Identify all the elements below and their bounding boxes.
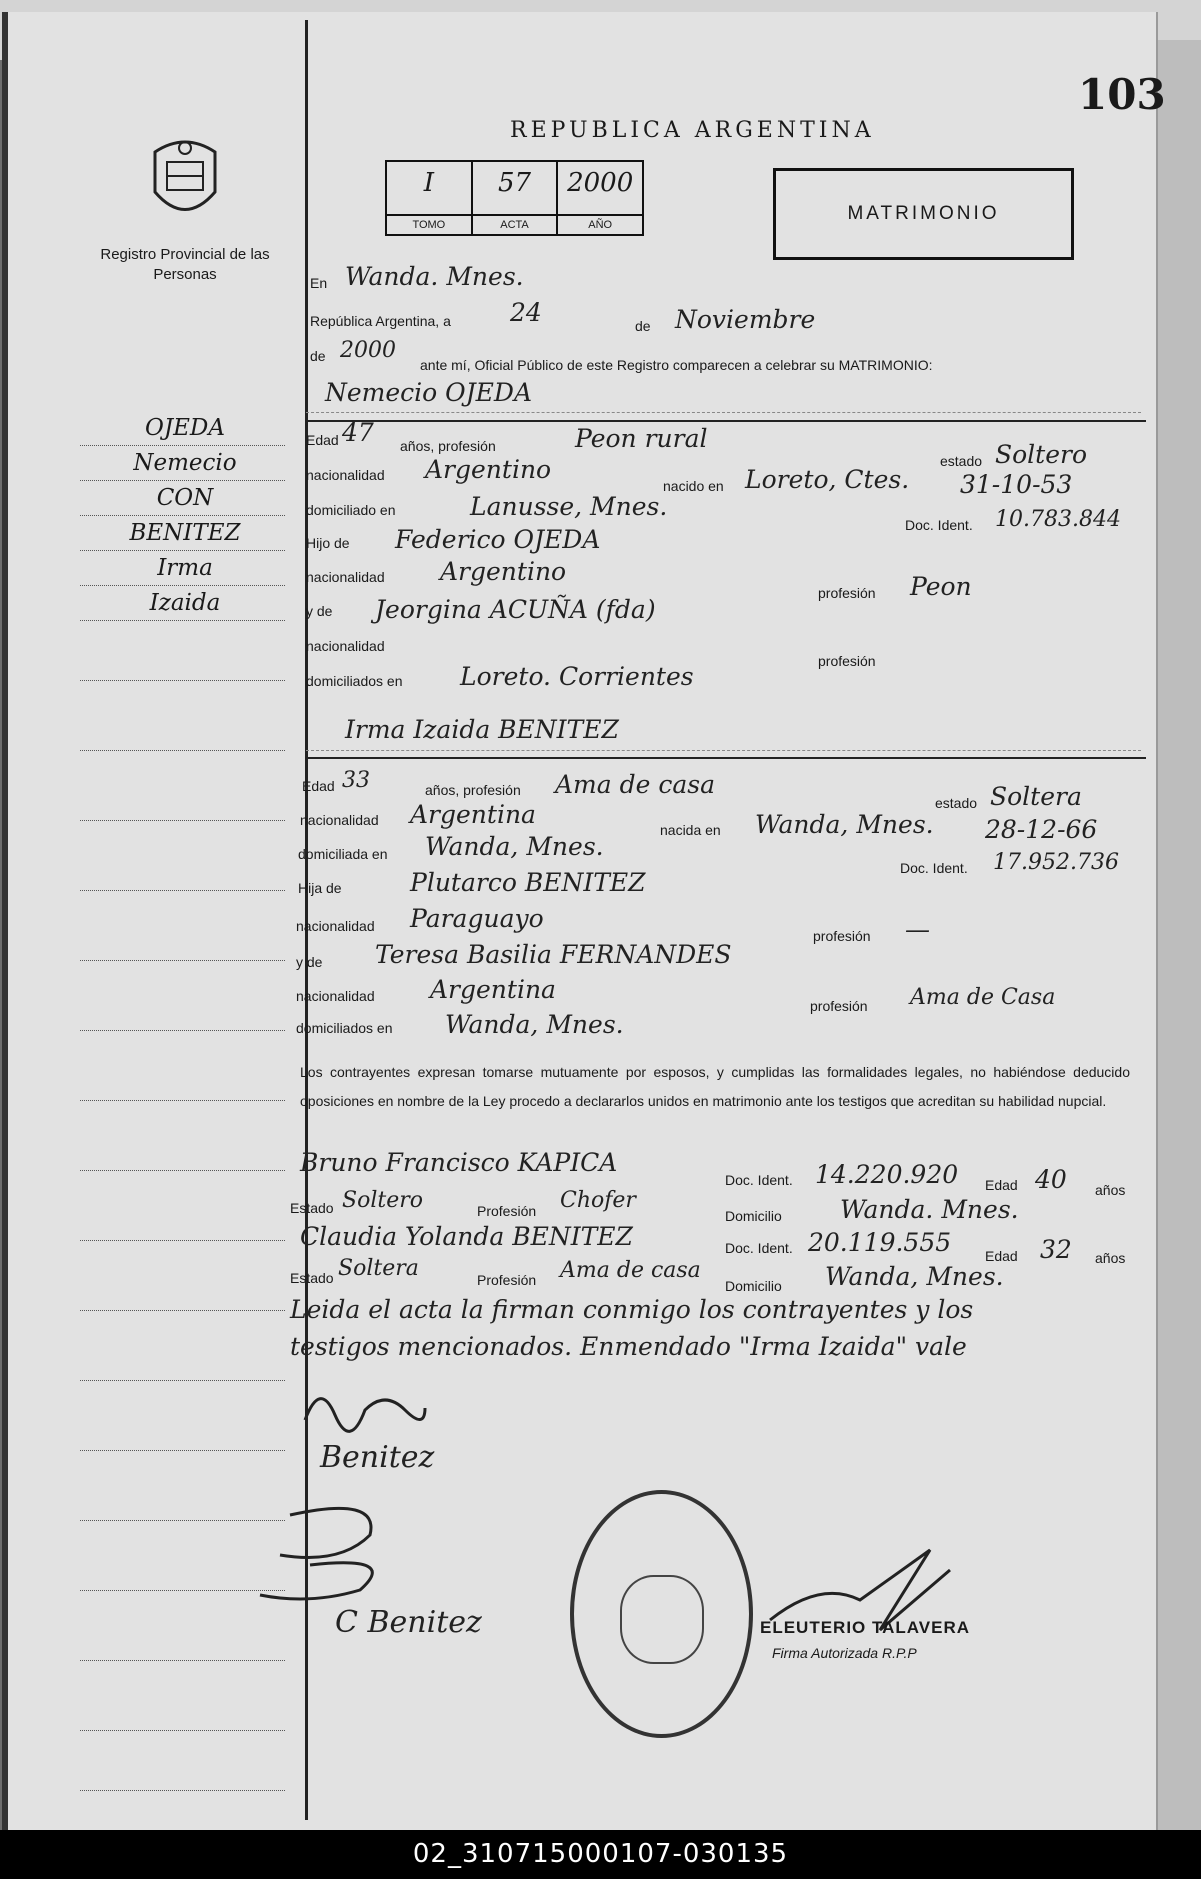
- bride-mother-prof: Ama de Casa: [910, 985, 1056, 1010]
- witness-2-estado: Soltera: [338, 1256, 419, 1281]
- margin-rule: [80, 550, 285, 552]
- groom-mother-prof-label: profesión: [818, 653, 876, 669]
- bride-father-nac-label: nacionalidad: [296, 918, 375, 934]
- bride-doc: 17.952.736: [993, 850, 1119, 875]
- bride-father: Plutarco BENITEZ: [410, 868, 646, 897]
- bride-estado-label: estado: [935, 795, 978, 811]
- groom-father: Federico OJEDA: [395, 525, 601, 554]
- bride-father-prof: —: [905, 915, 930, 944]
- witness-1-dom-label: Domicilio: [725, 1208, 782, 1224]
- tomo-value: I: [423, 168, 434, 198]
- groom-doc-label: Doc. Ident.: [905, 517, 973, 533]
- acta-cell: [473, 162, 559, 234]
- year-label: de: [310, 348, 326, 364]
- bride-profession: Ama de casa: [555, 770, 715, 799]
- form-line: [306, 412, 1141, 414]
- bride-age: 33: [342, 768, 370, 793]
- margin-rule: [80, 820, 285, 822]
- form-line: [306, 750, 1141, 752]
- bride-nationality: Argentina: [410, 800, 536, 829]
- bride-father-label: Hija de: [298, 880, 342, 896]
- groom-mother-nac-label: nacionalidad: [306, 638, 385, 654]
- bride-domicile: Wanda, Mnes.: [425, 832, 604, 861]
- groom-prof-label: años, profesión: [400, 438, 496, 454]
- groom-estado-label: estado: [940, 453, 983, 469]
- anio-label: AÑO: [558, 214, 642, 234]
- act-type: MATRIMONIO: [847, 203, 1000, 224]
- groom-profession: Peon rural: [575, 424, 708, 453]
- margin-rule: [80, 680, 285, 682]
- official-title: Firma Autorizada R.P.P: [772, 1645, 917, 1661]
- witness-2-doc: 20.119.555: [808, 1228, 952, 1257]
- bride-birthplace: Wanda, Mnes.: [755, 810, 934, 839]
- groom-mother: Jeorgina ACUÑA (fda): [375, 595, 656, 624]
- margin-rule: [80, 480, 285, 482]
- groom-father-prof: Peon: [910, 572, 972, 601]
- closing-note-1: Leida el acta la firman conmigo los contrayentes y los: [290, 1295, 974, 1324]
- margin-rule: [80, 960, 285, 962]
- bride-birthdate: 28-12-66: [985, 815, 1098, 844]
- groom-mother-label: y de: [306, 603, 333, 619]
- act-type-box: [773, 168, 1074, 260]
- binding-edge: [2, 12, 8, 1830]
- day-value: 24: [510, 298, 542, 327]
- groom-father-nac-label: nacionalidad: [306, 569, 385, 585]
- witness-2-doc-label: Doc. Ident.: [725, 1240, 793, 1256]
- year-value: 2000: [340, 338, 396, 363]
- witness-1-profession: Chofer: [560, 1188, 636, 1213]
- witness-1-prof-label: Profesión: [477, 1203, 537, 1219]
- witness-1-estado-label: Estado: [290, 1200, 334, 1216]
- bride-estado: Soltera: [990, 782, 1082, 811]
- groom-birthplace: Loreto, Ctes.: [745, 465, 910, 494]
- margin-rule: [80, 515, 285, 517]
- seal-emblem-icon: [620, 1575, 704, 1664]
- witness-1-age-label: Edad: [985, 1177, 1018, 1193]
- witness-2-name: Claudia Yolanda BENITEZ: [300, 1222, 633, 1251]
- margin-rule: [80, 445, 285, 447]
- bride-father-prof-label: profesión: [813, 928, 871, 944]
- witness-1-doc: 14.220.920: [815, 1160, 959, 1189]
- witness-2-age-label: Edad: [985, 1248, 1018, 1264]
- bride-doc-label: Doc. Ident.: [900, 860, 968, 876]
- witness-2-profession: Ama de casa: [560, 1258, 701, 1283]
- groom-born-label: nacido en: [663, 478, 724, 494]
- signature-scribble-icon: [295, 1380, 435, 1440]
- groom-age-label: Edad: [306, 432, 339, 448]
- groom-father-prof-label: profesión: [818, 585, 876, 601]
- section-divider: [306, 757, 1146, 759]
- margin-rule: [80, 890, 285, 892]
- margin-rule: [80, 620, 285, 622]
- margin-name-4: BENITEZ: [129, 520, 241, 546]
- acta-label: ACTA: [473, 214, 557, 234]
- bride-parents-dom-label: domiciliados en: [296, 1020, 393, 1036]
- bride-prof-label: años, profesión: [425, 782, 521, 798]
- next-page-edge: [1156, 40, 1201, 1830]
- place-value: Wanda. Mnes.: [345, 262, 524, 291]
- tomo-label: TOMO: [387, 214, 471, 234]
- bride-dom-label: domiciliada en: [298, 846, 388, 862]
- witness-2-age: 32: [1040, 1235, 1072, 1264]
- acta-value: 57: [497, 168, 532, 198]
- groom-father-nat: Argentino: [440, 557, 567, 586]
- anio-value: 2000: [567, 168, 634, 198]
- witness-1-estado: Soltero: [342, 1188, 423, 1213]
- bride-age-label: Edad: [302, 778, 335, 794]
- groom-estado: Soltero: [995, 440, 1088, 469]
- margin-name-3: CON: [156, 485, 214, 511]
- reference-box: [385, 160, 644, 236]
- signature-2: C Benitez: [335, 1605, 482, 1640]
- groom-doc: 10.783.844: [995, 507, 1121, 532]
- margin-rule: [80, 1310, 285, 1312]
- bride-mother: Teresa Basilia FERNANDES: [375, 940, 732, 969]
- province-shield-icon: [145, 132, 225, 227]
- groom-nac-label: nacionalidad: [306, 467, 385, 483]
- margin-rule: [80, 1170, 285, 1172]
- margin-rule: [80, 1030, 285, 1032]
- page-number: 103: [1078, 70, 1166, 119]
- tomo-cell: [387, 162, 473, 234]
- official-name: ELEUTERIO TALAVERA: [760, 1618, 971, 1637]
- bride-parents-dom: Wanda, Mnes.: [445, 1010, 624, 1039]
- section-divider: [306, 420, 1146, 422]
- witness-2-domicile: Wanda, Mnes.: [825, 1262, 1004, 1291]
- bride-born-label: nacida en: [660, 822, 721, 838]
- month-label: de: [635, 318, 651, 334]
- margin-rule: [80, 1240, 285, 1242]
- bride-name: Irma Izaida BENITEZ: [345, 715, 619, 744]
- bride-mother-label: y de: [296, 954, 323, 970]
- groom-father-label: Hijo de: [306, 535, 350, 551]
- declaration-text: Los contrayentes expresan tomarse mutuamente por esposos, y cumplidas las formalidades legales, no habiéndose deducido oposiciones en nombre de la Ley procedo a declararlos unidos en matrimonio ante los testigos que acreditan su habilidad nupcial.: [300, 1064, 1130, 1109]
- bride-mother-nac-label: nacionalidad: [296, 988, 375, 1004]
- margin-name-1: OJEDA: [145, 415, 225, 441]
- intro-text: ante mí, Oficial Público de este Registro comparecen a celebrar su MATRIMONIO:: [420, 357, 933, 373]
- margin-name-5: Irma: [157, 555, 213, 581]
- groom-birthdate: 31-10-53: [960, 470, 1073, 499]
- bride-nac-label: nacionalidad: [300, 812, 379, 828]
- witness-2-age-unit: años: [1095, 1250, 1126, 1266]
- groom-parents-dom: Loreto. Corrientes: [460, 662, 694, 691]
- scan-id: 02_310715000107-030135: [0, 1830, 1201, 1879]
- witness-2-dom-label: Domicilio: [725, 1278, 782, 1294]
- groom-nationality: Argentino: [425, 455, 552, 484]
- closing-note-2: testigos mencionados. Enmendado "Irma Izaida" vale: [290, 1332, 967, 1361]
- margin-rule: [80, 1660, 285, 1662]
- witness-1-domicile: Wanda. Mnes.: [840, 1195, 1019, 1224]
- witness-1-doc-label: Doc. Ident.: [725, 1172, 793, 1188]
- margin-rule: [80, 1380, 285, 1382]
- witness-2-prof-label: Profesión: [477, 1272, 537, 1288]
- groom-age: 47: [342, 418, 374, 447]
- witness-1-name: Bruno Francisco KAPICA: [300, 1148, 618, 1177]
- margin-name-6: Izaida: [149, 590, 221, 616]
- registry-name: Registro Provincial de las Personas: [100, 246, 270, 283]
- margin-name-2: Nemecio: [133, 450, 237, 476]
- date-label: República Argentina, a: [310, 313, 451, 329]
- signature-1: Benitez: [320, 1440, 435, 1475]
- bride-father-nat: Paraguayo: [410, 904, 544, 933]
- witness-2-estado-label: Estado: [290, 1270, 334, 1286]
- groom-parents-dom-label: domiciliados en: [306, 673, 403, 689]
- margin-rule: [80, 750, 285, 752]
- groom-domicile: Lanusse, Mnes.: [470, 492, 668, 521]
- margin-rule: [80, 1730, 285, 1732]
- anio-cell: [558, 162, 642, 234]
- margin-rule: [80, 1100, 285, 1102]
- witness-1-age-unit: años: [1095, 1182, 1126, 1198]
- country-title: REPUBLICA ARGENTINA: [510, 118, 875, 143]
- groom-name: Nemecio OJEDA: [325, 378, 533, 407]
- bride-mother-prof-label: profesión: [810, 998, 868, 1014]
- margin-rule: [80, 585, 285, 587]
- bride-mother-nat: Argentina: [430, 975, 556, 1004]
- month-value: Noviembre: [675, 305, 816, 334]
- margin-rule: [80, 1450, 285, 1452]
- signature-scribble-icon: [250, 1495, 430, 1605]
- groom-dom-label: domiciliado en: [306, 502, 396, 518]
- witness-1-age: 40: [1035, 1165, 1067, 1194]
- place-label: En: [310, 275, 328, 291]
- margin-rule: [80, 1790, 285, 1792]
